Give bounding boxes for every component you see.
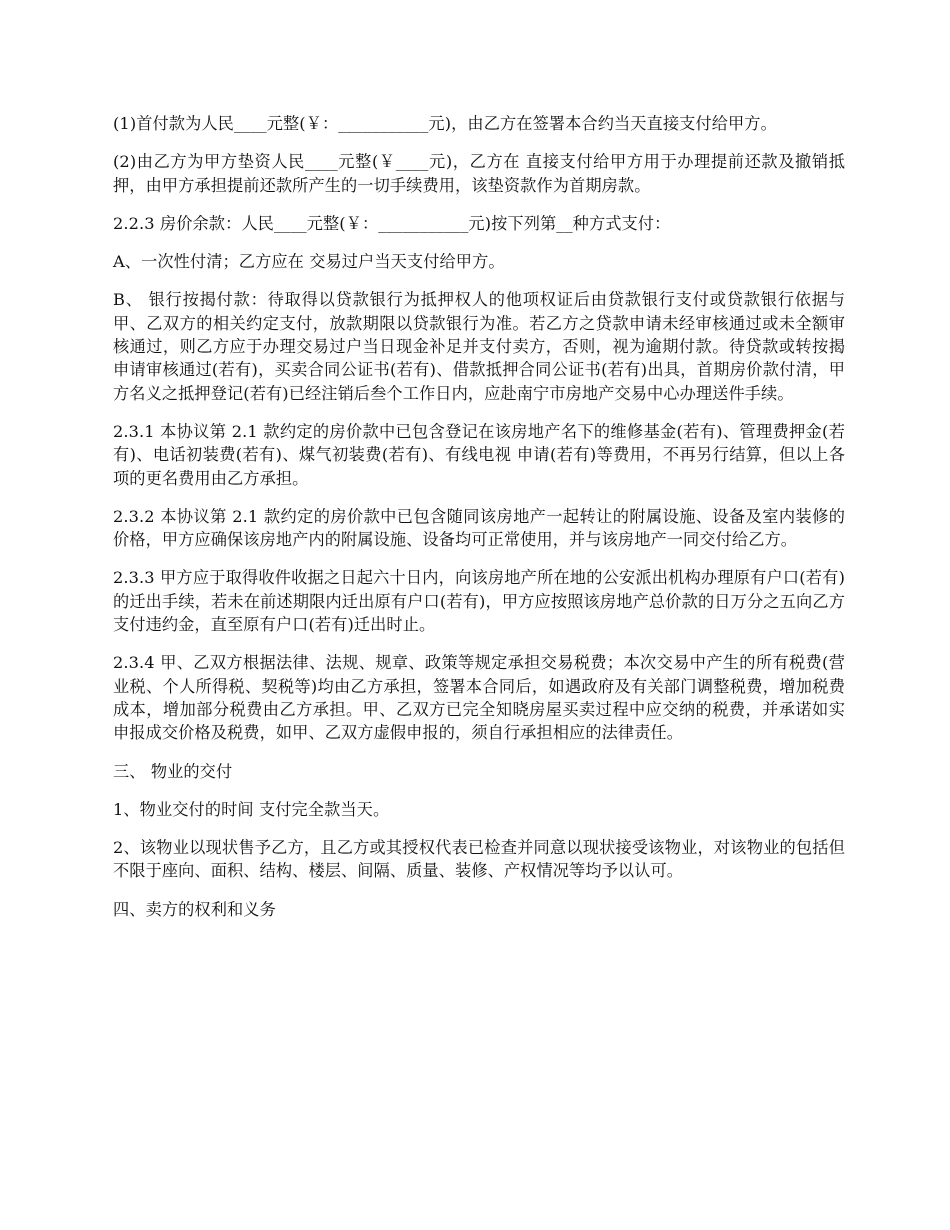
paragraph-2-3-3: 2.3.3 甲方应于取得收件收据之日起六十日内，向该房地产所在地的公安派出机构办理原有户口(若有)的迁出手续，若未在前述期限内迁出原有户口(若有)，甲方应按照该房地产总价款的日万分之五向乙方支付违约金，直至原有户口(若有)迁出时止。 <box>113 568 845 635</box>
paragraph-2-3-1: 2.3.1 本协议第 2.1 款约定的房价款中已包含登记在该房地产名下的维修基金(若有)、管理费押金(若有)、电话初装费(若有)、煤气初装费(若有)、有线电视 申请(若有)等费用，不再另行结算，但以上各项的更名费用由乙方承担。 <box>113 421 845 488</box>
paragraph-option-a: A、一次性付清；乙方应在 交易过户当天支付给甲方。 <box>113 252 505 272</box>
document-page <box>113 112 845 936</box>
paragraph-balance-payment: 2.2.3 房价余款：人民____元整(￥：___________元)按下列第__种方式支付： <box>113 213 671 233</box>
section-heading-seller-rights: 四、卖方的权利和义务 <box>113 899 276 919</box>
paragraph-delivery-condition: 2、该物业以现状售予乙方，且乙方或其授权代表已检查并同意以现状接受该物业，对该物业的包括但不限于座向、面积、结构、楼层、间隔、质量、装修、产权情况等均予以认可。 <box>113 838 845 881</box>
section-heading-delivery: 三、 物业的交付 <box>113 761 233 781</box>
paragraph-option-b: B、 银行按揭付款：待取得以贷款银行为抵押权人的他项权证后由贷款银行支付或贷款银行依据与甲、乙双方的相关约定支付，放款期限以贷款银行为准。若乙方之贷款申请未经审核通过或未全额审核通过，则乙方应于办理交易过户当日现金补足并支付卖方，否则，视为逾期付款。待贷款或转按揭申请审核通过(若有)，买卖合同公证书(若有)、借款抵押合同公证书(若有)出具，首期房价款付清，甲方名义之抵押登记(若有)已经注销后叁个工作日内，应赴南宁市房地产交易中心办理送件手续。 <box>113 290 846 403</box>
paragraph-delivery-time: 1、物业交付的时间 支付完全款当天。 <box>113 799 390 819</box>
paragraph-advance-payment: (2)由乙方为甲方垫资人民____元整(￥____元)，乙方在 直接支付给甲方用于办理提前还款及撤销抵押，由甲方承担提前还款所产生的一切手续费用，该垫资款作为首期房款。 <box>113 152 845 195</box>
paragraph-2-3-4: 2.3.4 甲、乙双方根据法律、法规、规章、政策等规定承担交易税费；本次交易中产生的所有税费(营业税、个人所得税、契税等)均由乙方承担，签署本合同后，如遇政府及有关部门调整税费，增加税费成本，增加部分税费由乙方承担。甲、乙双方已完全知晓房屋买卖过程中应交纳的税费，并承诺如实申报成交价格及税费，如甲、乙双方虚假申报的，须自行承担相应的法律责任。 <box>113 653 845 743</box>
paragraph-2-3-2: 2.3.2 本协议第 2.1 款约定的房价款中已包含随同该房地产一起转让的附属设施、设备及室内装修的价格，甲方应确保该房地产内的附属设施、设备均可正常使用，并与该房地产一同交付给乙方。 <box>113 506 845 550</box>
paragraph-down-payment: (1)首付款为人民____元整(￥：___________元)，由乙方在签署本合约当天直接支付给甲方。 <box>113 114 777 133</box>
